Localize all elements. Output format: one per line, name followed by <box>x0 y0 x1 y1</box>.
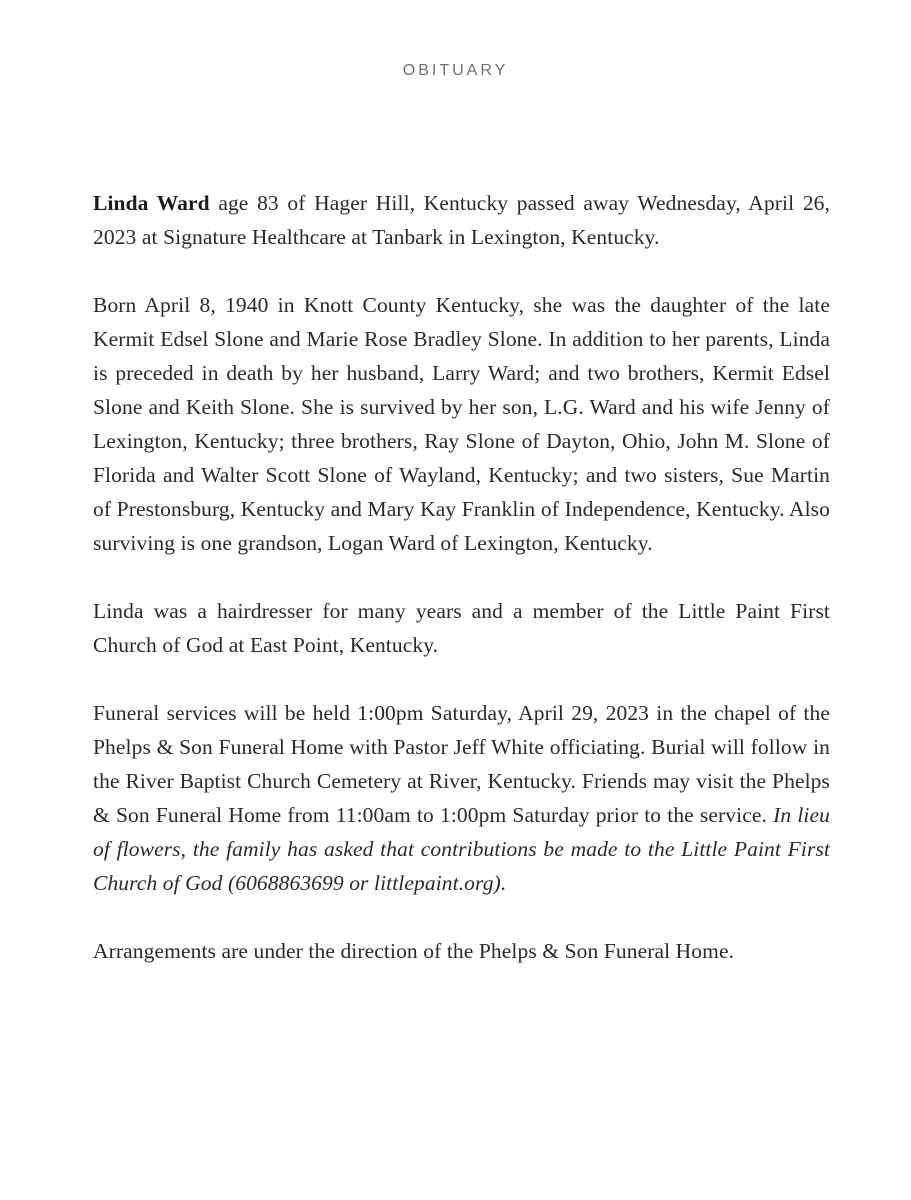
intro-text: age 83 of Hager Hill, Kentucky passed away Wednesday, April 26, 2023 at Signature Healthcare at Tanbark in Lexington, Kentucky. <box>93 191 831 249</box>
intro-paragraph <box>93 186 830 254</box>
family-paragraph: Born April 8, 1940 in Knott County Kentucky, she was the daughter of the late Kermit Edsel Slone and Marie Rose Bradley Slone. In addition to her parents, Linda is preceded in death by her husband, Larry Ward; and two brothers, Kermit Edsel Slone and Keith Slone. She is survived by her son, L.G. Ward and his wife Jenny of Lexington, Kentucky; three brothers, Ray Slone of Dayton, Ohio, John M. Slone of Florida and Walter Scott Slone of Wayland, Kentucky; and two sisters, Sue Martin of Prestonsburg, Kentucky and Mary Kay Franklin of Independence, Kentucky. Also surviving is one grandson, Logan Ward of Lexington, Kentucky. <box>93 293 830 555</box>
services-paragraph <box>93 696 830 900</box>
page-title: OBITUARY <box>402 62 509 79</box>
memorial-note: In lieu of flowers, the family has asked that contributions be made to the Little Paint First Church of God (6068863699 or littlepaint.org). <box>93 803 830 895</box>
life-paragraph: Linda was a hairdresser for many years and a member of the Little Paint First Church of God at East Point, Kentucky. <box>93 599 830 657</box>
deceased-name: Linda Ward <box>93 191 210 215</box>
services-text: Funeral services will be held 1:00pm Saturday, April 29, 2023 in the chapel of the Phelps & Son Funeral Home with Pastor Jeff White officiating. Burial will follow in the River Baptist Church Cemetery at River, Kentucky. Friends may visit the Phelps & Son Funeral Home from 11:00am to 1:00pm Saturday prior to the service. <box>93 701 830 827</box>
obituary-body <box>93 186 830 1002</box>
arrangements-paragraph: Arrangements are under the direction of the Phelps & Son Funeral Home. <box>93 939 735 963</box>
